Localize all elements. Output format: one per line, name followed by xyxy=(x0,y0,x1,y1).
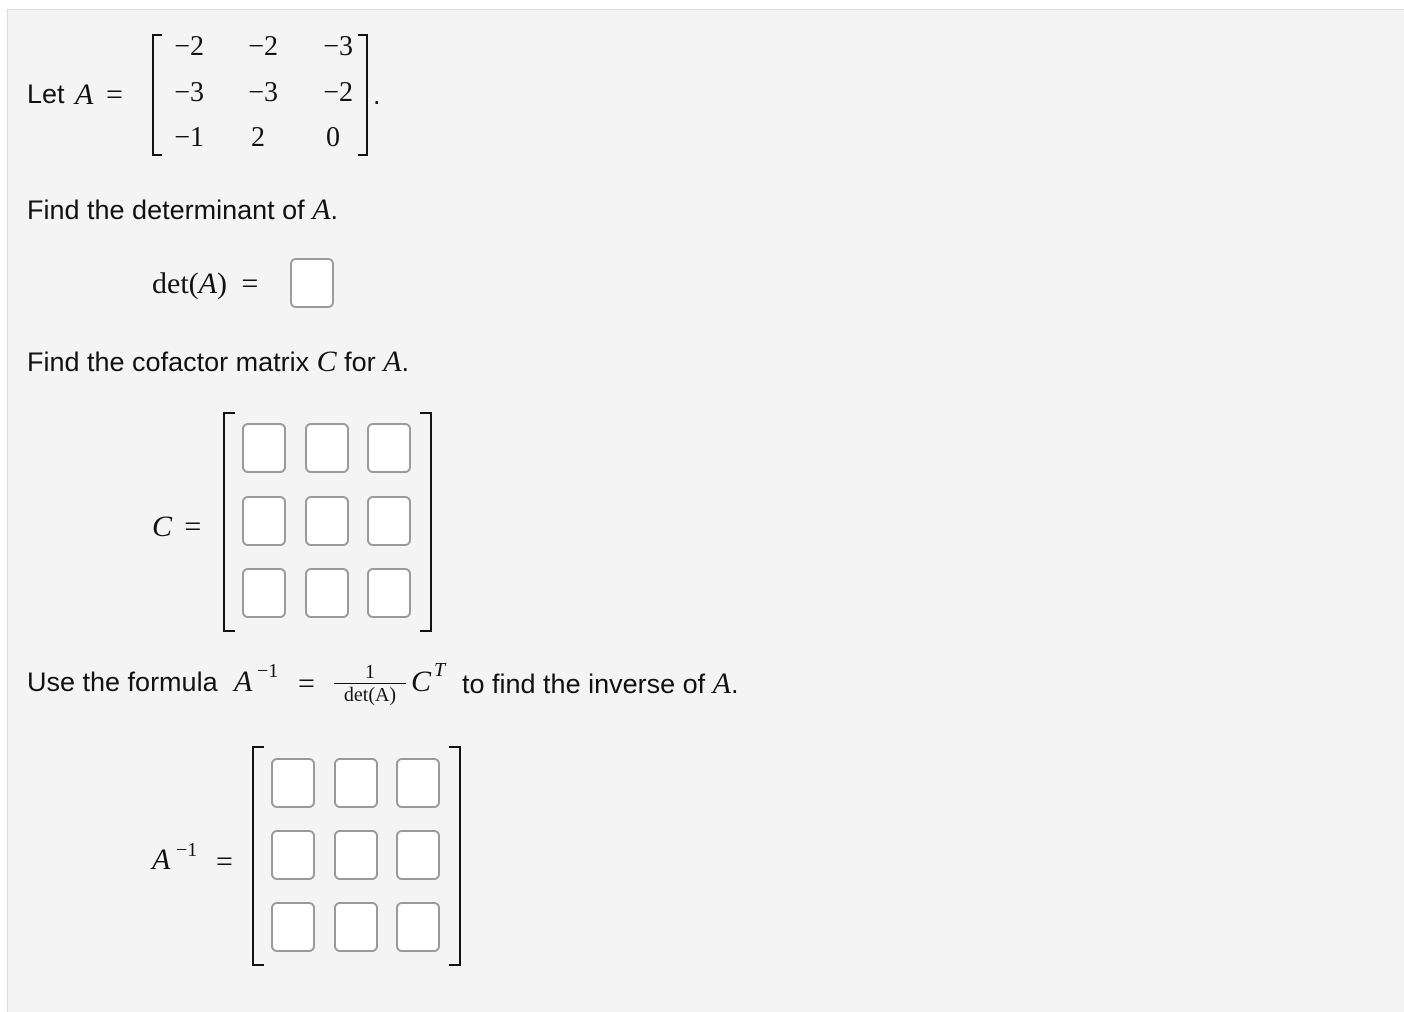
inverse-input[interactable] xyxy=(396,902,440,952)
cofactor-input[interactable] xyxy=(242,568,286,618)
inverse-input[interactable] xyxy=(334,830,378,880)
inverse-prompt-var: A xyxy=(712,667,731,700)
cofactor-prompt-for: for xyxy=(344,347,376,377)
det-label-var: A xyxy=(198,267,217,300)
inverse-label-sup: −1 xyxy=(176,839,198,861)
determinant-prompt-text: Find the determinant of xyxy=(27,195,305,225)
cofactor-prompt-end: . xyxy=(401,347,410,377)
inverse-input[interactable] xyxy=(271,902,315,952)
inverse-input[interactable] xyxy=(271,758,315,808)
fraction-numerator: 1 xyxy=(365,661,375,683)
cofactor-label xyxy=(152,512,201,542)
inverse-prompt-start: Use the formula xyxy=(27,667,218,697)
intro-equals: = xyxy=(106,78,123,111)
inverse-input[interactable] xyxy=(396,758,440,808)
cofactor-input[interactable] xyxy=(367,496,411,546)
determinant-prompt xyxy=(27,195,338,225)
cofactor-equals: = xyxy=(184,510,202,543)
cofactor-input[interactable] xyxy=(305,568,349,618)
cofactor-prompt-text: Find the cofactor matrix xyxy=(27,347,310,377)
inverse-prompt-period: . xyxy=(731,669,739,699)
cofactor-input[interactable] xyxy=(242,423,286,473)
inverse-input[interactable] xyxy=(334,758,378,808)
inverse-formula-ct: C xyxy=(411,665,432,698)
cofactor-right-bracket xyxy=(420,412,432,632)
matrix-a-cell: −3 xyxy=(323,31,353,62)
inverse-formula-fraction xyxy=(334,662,406,705)
matrix-a-right-bracket xyxy=(358,34,368,156)
matrix-a-cell: 2 xyxy=(251,122,265,153)
det-label-close: ) xyxy=(216,267,227,300)
matrix-var-a: A xyxy=(75,78,94,111)
intro-period: . xyxy=(373,80,381,110)
inverse-equals: = xyxy=(216,845,233,878)
inverse-label-var: A xyxy=(152,843,171,876)
det-label xyxy=(152,269,258,299)
matrix-a-cell: −2 xyxy=(248,31,278,62)
cofactor-input[interactable] xyxy=(242,496,286,546)
cofactor-input[interactable] xyxy=(367,423,411,473)
inverse-formula-equals: = xyxy=(298,667,315,700)
determinant-prompt-var: A xyxy=(312,193,331,226)
cofactor-input[interactable] xyxy=(305,423,349,473)
matrix-a-cell: −2 xyxy=(323,77,353,108)
inverse-formula-ct-sup: T xyxy=(434,659,446,681)
matrix-a-cell: −2 xyxy=(174,31,204,62)
cofactor-prompt-var2: A xyxy=(383,345,402,378)
inverse-prompt-end xyxy=(462,669,739,699)
inverse-input[interactable] xyxy=(396,830,440,880)
inverse-formula-lhs: A xyxy=(234,665,253,698)
inverse-input[interactable] xyxy=(271,830,315,880)
inverse-prompt-end-text: to find the inverse of xyxy=(462,669,706,699)
determinant-input[interactable] xyxy=(290,258,334,308)
inverse-left-bracket xyxy=(252,746,264,966)
inverse-right-bracket xyxy=(449,746,461,966)
cofactor-label-var: C xyxy=(152,510,173,543)
cofactor-left-bracket xyxy=(223,412,235,632)
cofactor-prompt xyxy=(27,347,409,377)
determinant-prompt-end: . xyxy=(330,195,339,225)
inverse-input[interactable] xyxy=(334,902,378,952)
cofactor-input[interactable] xyxy=(367,568,411,618)
matrix-a-cell: −3 xyxy=(248,77,278,108)
matrix-a-cell: −3 xyxy=(174,77,204,108)
det-equals: = xyxy=(241,267,259,300)
fraction-denominator: det(A) xyxy=(343,684,397,706)
cofactor-input[interactable] xyxy=(305,496,349,546)
let-label: Let xyxy=(27,79,65,109)
inverse-formula-sup: −1 xyxy=(257,660,279,682)
det-label-func: det( xyxy=(152,267,199,300)
cofactor-prompt-var: C xyxy=(316,345,337,378)
matrix-a-cell: −1 xyxy=(174,122,204,153)
matrix-a-cell: 0 xyxy=(326,122,340,153)
